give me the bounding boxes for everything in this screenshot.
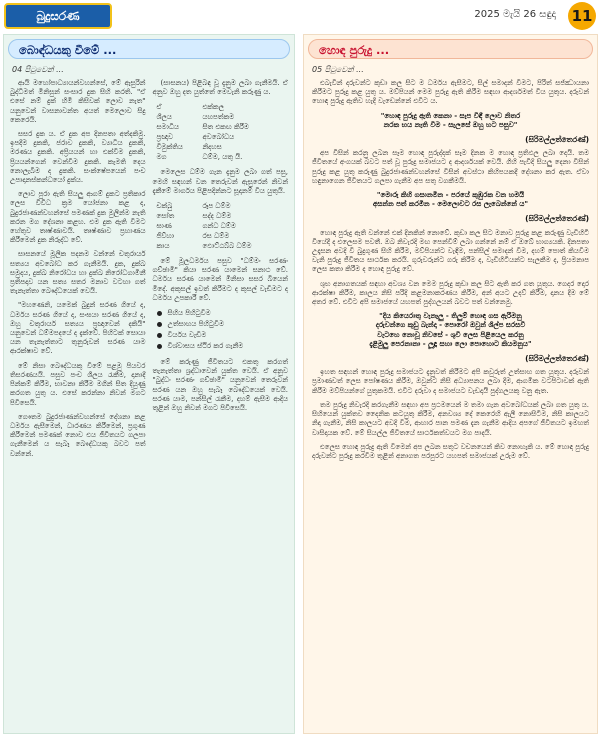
paragraph: "මහණෙනි, යමෙක් බුදුන් සරණ ගියේ ද, ධර්මය සරණ ගියේ ද, සංඝයා සරණ ගියේ ද, ඔහු චතුරාර්ය සත්‍යය ප්‍රඥාවෙන් දකියි" යනුවෙන් ධම්මපදයේ ද දැක්වේ. පිහිටක් සොයා යන තැනැත්තාට තුනුරුවන් සරණ යාම ආරක්ෂාව වේ. <box>10 301 146 356</box>
table-row: ඒ එක්කල <box>156 103 224 112</box>
bullet-icon <box>157 333 162 338</box>
masthead <box>0 0 600 32</box>
paragraph: මේ මූලධර්මය පසුව "ධම්මං සරණං ගච්ඡාමි" කියා සරණ යාමෙන් සනාථ වේ. ධර්මය සරණ යාමෙන් මිනිසා සසර බියෙන් මිදේ. අකුසල් ඉවත් කිරීමට ද කුසල් වැඩීමට ද ධර්මය උපකාරී වේ. <box>152 257 288 302</box>
article-right-continuation: 05 පිටුවෙන් ... <box>312 65 364 74</box>
article-left-title: බොඳ්ධයකු වීමේ ... <box>8 39 290 59</box>
paragraph: එබැවින් දරුවන්ට කුඩා කල සිට ම ධර්මය ඇසීමට, සිල් සමාදන් වීමට, පිරිත් සජ්ඣායනා කිරීමට පුරුදු කළ යුතු ය. මව්පියන් මෙම පුරුදු ඇති කිරීම සඳහා ආදර්ශමත් විය යුතුය. දරුවන් හොඳ පුරුදු ඇතිව හැදී වැඩෙන්නේ එවිට ය. <box>312 79 589 106</box>
verse: "මොරු කිහි ගසානමින - පරයේ කුඹුරක වන හමයි අසන්න පත් කරමින - මෙලොවට රස ලැබෙන්නේ ය" <box>372 191 529 209</box>
list-item: විශ්වාසය ස්ථිර කර ගැනීම <box>157 341 289 352</box>
bullet-icon <box>157 311 162 316</box>
sense-table <box>157 201 289 251</box>
paragraph: මේ නිසා බෞද්ධයකු වීමේ පළමු පියවර තිසරණයයි. පසුව පංච ශීලය රැකීම, දානාදී පින්කම් කිරීම, භාවනා කිරීම මගින් සිත දියුණු කරගත යුතු ය. එසේ කරන්නා නිවන් මගට පිවිසෙයි. <box>10 361 146 407</box>
list-item: සිහිය පිහිටුවීම <box>157 308 289 319</box>
list-item: වීර්යය වැඩීම <box>157 330 289 341</box>
article-left-body <box>4 79 294 464</box>
table-row: සෝත සද්ද ධම්ම <box>156 212 232 221</box>
paragraph: ඉහත සඳහන් හොඳ පුරුදු සමාජයට දැනුවත් කිරීමට අපි කවුරුත් උත්සාහ ගත යුතුය. දරුවන් ප්‍රමාණවත් ලෙස පෝෂණය කිරීම, ඔවුන්ට නිසි අධ්‍යාපනය ලබා දීම, ආගමික වටපිටාවක් ඇති කිරීම මව්පියන්ගේ යුතුකමයි. එවිට දරුවා ද සමාජයට වැඩදායී පුද්ගලයකු වනු ඇත. <box>312 368 589 395</box>
paragraph: ආයි මහෝපාධ්‍යායන්වහන්සේ, මේ ඇසුරින් බුද්ධිමත් මිනිසුන් සංසාර දුක සිහි කරති. "ඒ එසේ නම් දුක් හිමි කිසිවක් ලොව නැත" යනුවෙන් වාසනාවන්ත අයත් මෙලොව සිදු කෙරෙයි. <box>10 79 146 124</box>
paragraph: සසර දුක ය. ඒ දුක අප දිනපතා අත්දකිමු. ඉපදීම දුකකි, ජරාව දුකකි, ව්‍යාධිය දුකකි, මරණය දුකකි. අප්‍රියයන් හා එක්වීම දුකකි, ප්‍රියයන්ගෙන් වෙන්වීම දුකකි. කැමති දෙය නොලැබීම ද දුකකි. සංක්ෂේපයෙන් පංච උපාදානස්කන්ධයෝ දුක්ය. <box>10 130 146 185</box>
page-number-badge: 11 <box>568 2 596 30</box>
issue-date: 2025 මැයි 26 සඳුදා <box>474 9 556 20</box>
bullet-icon <box>157 322 162 327</box>
table-row: චක්ඛු රූප ධම්ම <box>156 202 231 211</box>
table-row: සමාධිය සිත එකඟ කිරීම <box>156 123 249 132</box>
table-row: මග ධම්ම, යතු යි. <box>156 153 243 162</box>
newspaper-logo: බුදුසරණ <box>4 3 112 29</box>
paragraph: ශුභ අනාගතයක් සඳහා අවශ්‍ය වන මෙම පුරුදු කුඩා කල සිට ඇති කර ගත යුතුය. ගෙදර දොර ආරක්ෂා කිරීම, කාලය නිසි පරිදි කළමනාකරණය කිරීම, අන් අයට උදව් කිරීම, දානය දීම මේ අතර වේ. එවිට අපි සමාජයේ යහපත් පුද්ගලයන් බවට පත් වන්නෙමු. <box>312 279 589 307</box>
verse-citation: (සිරිමල්ලත්තෙරණ්) <box>525 135 589 145</box>
table-row: ජිව්හා රස ධම්ම <box>156 232 230 241</box>
paragraph: ලොව පුරා ඇති සියලු ආගම් දුකට ප්‍රතිකාර ලෙස විවිධ ක්‍රම යෝජනා කළ ද, බුදුරජාණන්වහන්සේ පමණක් දුක මුලින්ම නැති කරන මග දේශනා කළහ. එම දුක ඇති වීමට හේතුව තෘෂ්ණාවයි. තෘෂ්ණාව ප්‍රහාණය කිරීමෙන් දුක නිරුද්ධ වේ. <box>10 190 146 245</box>
article-left-column-1 <box>10 79 146 464</box>
bullet-list <box>157 308 289 352</box>
table-row: කාය ඵොට්ඨබ්බ ධම්ම <box>156 242 252 251</box>
paragraph: එලෙස හොඳ පුරුදු ඇති වීමෙන් අප ලබන සතුට වචනයෙන් කිව නොහැකි ය. මේ හොඳ පුරුදු දරුවන්ට පුරුදු කරවීම තුළින් අනාගත පරපුරට යහපත් සමාජයක් උරුම වේ. <box>312 442 589 460</box>
term-table <box>157 102 289 162</box>
paragraph: ගෞතම බුදුරජාණන්වහන්සේ දේශනා කළ ධර්මය ඇසීමෙන්, ධාරණය කිරීමෙන්, ප්‍රගුණ කිරීමෙන් පමණක් නොව එය ජීවිතයට ගලපා ගැනීමෙන් ය සැබෑ බෞද්ධයකු බවට පත් වන්නේ. <box>10 412 146 458</box>
table-row: ශීලය යහපත්කම <box>156 113 235 122</box>
paragraph: (සාසනය) පිළිබඳ වූ දැනුම ලබා ගැනීමයි. ඒ අනුව ඔහු දත යුත්තේ මෙවැනි කරුණු ය. <box>152 79 288 97</box>
paragraph: මේ කරුණු ජීවිතයට එකතු කරගත් තැනැත්තා ශ්‍රද්ධාවෙන් යුක්ත වෙයි. ඒ අනුව "බුද්ධං සරණං ගච්ඡාමි" යනුවෙන් තෙරුවන් සරණ යන ඔහු සැබෑ බෞද්ධයෙක් වෙයි. සරණ යාම, පන්සිල් රැකීම, දහම් ඇසීම ආදිය තුළින් ඔහු නිවන් මගට පිවිසෙයි. <box>152 358 288 413</box>
bullet-icon <box>157 344 162 349</box>
article-left-column-2 <box>153 79 289 464</box>
verse-citation: (සිරිමල්ලත්තෙරණ්) <box>525 354 589 364</box>
table-row: විමුක්තිය නිදහස <box>156 143 222 152</box>
paragraph: මෙලෙස ධම්ම ගැන දැනුම ලබා ගත් පසු, මෙහි සඳහන් වන තෙරුවන් ඇසුරෙන් නිවන් දැකීමේ මාර්ගය පිළිපදින්නට සූදානම් විය යුතුයි. <box>152 168 288 195</box>
verse: "දිය කියෙරාතු වැනෑ‍ලු - තිලුම් හොඳ ගස ඇරිමනු දරුවන්ගෙ කුඩු බැන්දා - පොරෝ ඔවුන් ශිල්ප සරසවි වැටහෙ නොවූ නිවසේ - ශුවි ලෙස පිළියෙල කරනු දැළිමුලු පෙරනානා - ලූඳූ සහා ලො පොහොට කියමනුය" <box>369 312 532 348</box>
article-left-continuation: 04 පිටුවෙන් ... <box>12 65 64 74</box>
table-row: ඝාණ ගන්ධ ධම්ම <box>156 222 236 231</box>
paragraph: අප විසින් කරනු ලබන සෑම හොඳ පුරුද්දක් සෑම දිනක ම හොඳ ප්‍රතිඵල ලබා දෙයි. තම ජීවිතයේ අංගයක් බවට පත් වූ පුරුදු සමාජයට ද ආදර්ශයක් වෙයි. ගිහි පැවිදි සියලු දෙනා විසින් පුරුදු කළ යුතු කරුණු බුදුරජාණන්වහන්සේ විසින් අවස්ථා කිහිපයකදී දේශනා කර ඇත. ඒවා හඳුනාගෙන ජීවිතයට ගලපා ගැනීම අප සතු වගකීමයි. <box>312 149 589 185</box>
paragraph: තම පුරුදු නිවැරදි කරගැනීම සඳහා අප ප්‍රථමයෙන් ම තමා ගැන අවබෝධයක් ලබා ගත යුතු ය. සිහියෙන් යුක්තව දෛනික කටයුතු කිරීම, අනවශ්‍ය දේ කෙරෙහි ඇලී නොසිටීම, නිසි කාලයට නිදා ගැනීම, නිසි කාලයට අවදි වීම, ආහාර පාන පමණ දැන ගැනීම ආදිය අපගේ ජීවිතයට ඉමහත් වාසිදායක වේ. මේ සියල්ල ජීවිතයේ සාර්ථකත්වයට මග පාදයි. <box>312 400 589 437</box>
article-right <box>303 34 598 734</box>
article-right-body <box>304 79 597 461</box>
verse: "හොඳ පුරුදු ඇති කෙනා - සැප විඳී ලොව නිතර නරක භය නැති වීම - සැලසේ ඔහු හට පසුව" <box>380 111 521 129</box>
paragraph: හොඳ පුරුදු ඇති වන්නේ එක් දිනකින් නොවේ. කුඩා කල සිට මනාව පුරුදු කළ කරුණු වැඩිහිටි වියේදී ද එලෙසම පවතී. ඔබ නිවැරදි මඟ පෙන්වීම් ලබා ගන්නේ නම් ඒ ඔබේ භාග්‍යයකි. දිනපතා උදෑසන අවදි වී බුදුගුණ සිහි කිරීම, මව්පියන්ට වැඳීම, පන්සිල් සමාදන් වීම, දහම් පොත් කියවීම වැනි පුරුදු ජීවිතය සාර්ථක කරයි. ගුරුවරුන්ට ගරු කිරීම ද, වැඩිහිටියන්ට සැලකීම ද, ප්‍රියමනාප ලෙස කතා කිරීම ද හොඳ පුරුදු වේ. <box>312 228 589 274</box>
verse-citation: (සිරිමල්ලත්තෙරණ්) <box>525 214 589 224</box>
paragraph: සාසනයේ මූලික පදනම වන්නේ චතුරාර්ය සත්‍යය අවබෝධ කර ගැනීමයි. දුක, දුක්ඛ සමුදය, දුක්ඛ නිරෝධය හා දුක්ඛ නිරෝධගාමිනී ප්‍රතිපදාව යන සත්‍ය සතර මනාව වටහා ගත් තැනැත්තා බෞද්ධයෙක් වෙයි. <box>10 250 146 296</box>
list-item: උත්සාහය පිහිටුවීම <box>157 319 289 330</box>
article-right-title: හොඳ පුරුදු ... <box>308 39 593 59</box>
article-left <box>3 34 295 734</box>
table-row: ප්‍රඥාව අවබෝධය <box>156 133 235 142</box>
